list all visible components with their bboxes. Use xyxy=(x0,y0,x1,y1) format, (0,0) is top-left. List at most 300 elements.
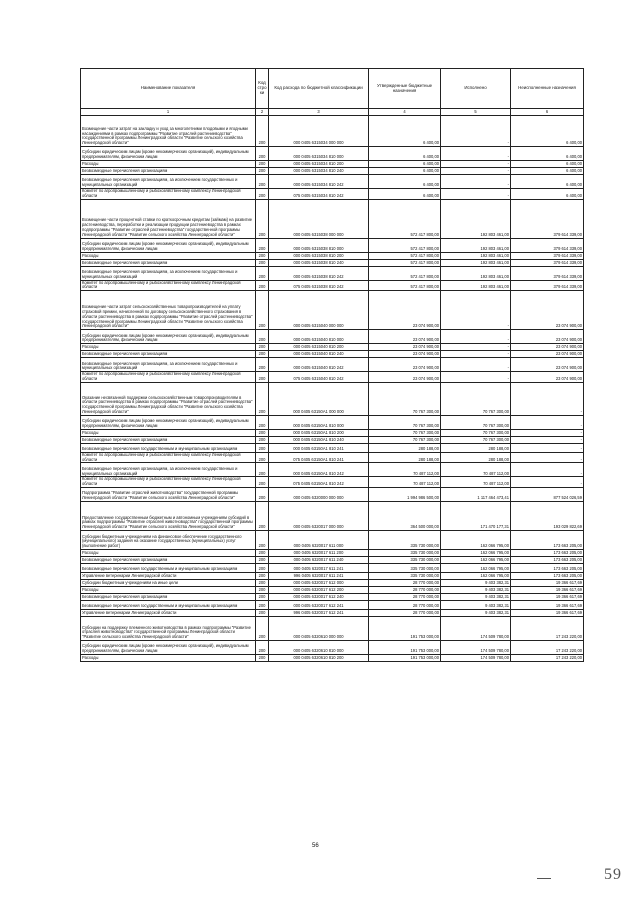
row-approved: 23 074 900,00 xyxy=(369,358,441,372)
table-row xyxy=(81,600,584,609)
row-unexecuted: - xyxy=(511,452,584,463)
row-code: 200 xyxy=(256,280,269,291)
table-row xyxy=(81,436,584,443)
row-approved: 23 074 900,00 xyxy=(369,291,441,330)
row-code: 200 xyxy=(256,487,269,501)
row-approved: 6 400,00 xyxy=(369,168,441,175)
row-approved: 70 767 300,00 xyxy=(369,429,441,436)
row-kbk: 000 0405 6320017 612 240 xyxy=(269,593,369,600)
row-code: 200 xyxy=(256,372,269,383)
row-kbk: 000 0405 63150А1 810 241 xyxy=(269,443,369,452)
row-unexecuted: 23 074 900,00 xyxy=(511,330,584,344)
table-row xyxy=(81,530,584,549)
row-code: 200 xyxy=(256,443,269,452)
row-approved: 70 487 112,00 xyxy=(369,463,441,477)
row-approved: 23 074 900,00 xyxy=(369,372,441,383)
row-approved: 6 400,00 xyxy=(369,161,441,168)
row-approved: 28 770 000,00 xyxy=(369,600,441,609)
row-executed: - xyxy=(441,330,511,344)
row-approved: 6 400,00 xyxy=(369,189,441,200)
table-row xyxy=(81,351,584,358)
row-unexecuted: 19 366 617,69 xyxy=(511,579,584,586)
table-row xyxy=(81,452,584,463)
row-executed: 280 188,00 xyxy=(441,452,511,463)
row-kbk: 000 0405 6320610 810 000 xyxy=(269,640,369,654)
table-row xyxy=(81,640,584,654)
table-row xyxy=(81,175,584,189)
row-name: Субсидии юридическим лицам (кроме некоммерческих организаций), индивидуальным предпринимателям, физическим лицам xyxy=(81,330,256,344)
row-name: Предоставление государственным бюджетным и автономным учреждениям субсидий в рамках подпрограммы "Развитие отраслей животноводства" государственной программы Ленинградской области "Развитие сельского хозяйства Ленинградской области" xyxy=(81,501,256,530)
row-approved: 335 730 000,00 xyxy=(369,530,441,549)
table-row xyxy=(81,168,584,175)
row-name: Оказание несвязанной поддержки сельскохозяйственным товаропроизводителям в области растениеводства в рамках подпрограммы "Развитие отраслей растениеводства" государственной программы Ленинградской области "Развитие сельского хозяйства Ленинградской области" xyxy=(81,382,256,415)
table-row xyxy=(81,556,584,563)
budget-execution-table xyxy=(80,68,584,662)
row-approved: 70 767 300,00 xyxy=(369,436,441,443)
table-row xyxy=(81,382,584,415)
row-name: Субсидии юридическим лицам (кроме некоммерческих организаций), индивидуальным предпринимателям, физическим лицам xyxy=(81,238,256,252)
table-row xyxy=(81,501,584,530)
row-executed: 174 509 780,00 xyxy=(441,616,511,640)
row-executed: - xyxy=(441,175,511,189)
row-unexecuted: 173 663 205,00 xyxy=(511,572,584,579)
row-unexecuted: 173 663 205,00 xyxy=(511,563,584,572)
row-executed: 192 803 461,00 xyxy=(441,280,511,291)
row-code: 200 xyxy=(256,530,269,549)
row-kbk: 000 0405 6315040 810 242 xyxy=(269,358,369,372)
row-approved: 23 074 900,00 xyxy=(369,344,441,351)
row-name: Субсидии бюджетным учреждениям на иные цели xyxy=(81,579,256,586)
row-code: 200 xyxy=(256,291,269,330)
row-executed: - xyxy=(441,351,511,358)
row-executed: 9 403 382,31 xyxy=(441,593,511,600)
row-kbk: 075 0405 6315038 810 242 xyxy=(269,280,369,291)
row-approved: 335 730 000,00 xyxy=(369,563,441,572)
row-kbk: 000 0405 6315038 810 000 xyxy=(269,238,369,252)
row-name: Расходы xyxy=(81,586,256,593)
row-name: Комитет по агропромышленному и рыбохозяйственному комплексу Ленинградской области xyxy=(81,477,256,488)
row-name: Управление ветеринарии Ленинградской области xyxy=(81,572,256,579)
row-kbk: 000 0405 6315038 000 000 xyxy=(269,199,369,238)
row-name: Безвозмездные перечисления государственным и муниципальным организациям xyxy=(81,600,256,609)
row-unexecuted: 6 400,00 xyxy=(511,189,584,200)
col-number: 1 xyxy=(81,109,256,116)
col-number: 6 xyxy=(511,109,584,116)
row-code: 200 xyxy=(256,415,269,429)
table-row xyxy=(81,443,584,452)
row-unexecuted: 23 074 900,00 xyxy=(511,372,584,383)
row-name: Безвозмездные перечисления организациям xyxy=(81,351,256,358)
row-code: 200 xyxy=(256,199,269,238)
table-row xyxy=(81,372,584,383)
row-name: Расходы xyxy=(81,161,256,168)
row-kbk: 000 0405 6320017 612 000 xyxy=(269,579,369,586)
row-executed: 162 066 795,00 xyxy=(441,556,511,563)
row-approved: 28 770 000,00 xyxy=(369,609,441,616)
row-code: 200 xyxy=(256,116,269,147)
row-code: 200 xyxy=(256,358,269,372)
table-row xyxy=(81,161,584,168)
row-approved: 6 400,00 xyxy=(369,116,441,147)
row-code: 200 xyxy=(256,609,269,616)
header-approved: Утвержденные бюджетные назначения xyxy=(369,69,441,109)
row-unexecuted: 19 366 617,69 xyxy=(511,586,584,593)
table-row xyxy=(81,463,584,477)
row-unexecuted: 379 614 339,00 xyxy=(511,238,584,252)
column-number-row xyxy=(81,109,584,116)
col-number: 4 xyxy=(369,109,441,116)
row-unexecuted: 23 074 900,00 xyxy=(511,358,584,372)
row-approved: 335 730 000,00 xyxy=(369,549,441,556)
table-row xyxy=(81,147,584,161)
row-executed: 192 803 461,00 xyxy=(441,259,511,266)
row-name: Комитет по агропромышленному и рыбохозяйственному комплексу Ленинградской области xyxy=(81,189,256,200)
table-row xyxy=(81,280,584,291)
row-name: Комитет по агропромышленному и рыбохозяйственному комплексу Ленинградской области xyxy=(81,372,256,383)
row-executed: - xyxy=(441,189,511,200)
row-unexecuted: 379 614 339,00 xyxy=(511,252,584,259)
row-executed: 162 066 795,00 xyxy=(441,549,511,556)
row-name: Безвозмездные перечисления организациям xyxy=(81,259,256,266)
row-unexecuted: - xyxy=(511,463,584,477)
row-unexecuted: - xyxy=(511,436,584,443)
row-executed: 9 403 382,31 xyxy=(441,579,511,586)
table-row xyxy=(81,330,584,344)
row-code: 200 xyxy=(256,563,269,572)
table-row xyxy=(81,609,584,616)
row-kbk: 000 0405 6320610 000 000 xyxy=(269,616,369,640)
row-executed: 192 803 461,00 xyxy=(441,238,511,252)
table-row xyxy=(81,593,584,600)
row-executed: 171 470 177,31 xyxy=(441,501,511,530)
row-code: 200 xyxy=(256,161,269,168)
row-executed: 70 487 112,00 xyxy=(441,463,511,477)
row-unexecuted: 23 074 900,00 xyxy=(511,351,584,358)
row-name: Расходы xyxy=(81,252,256,259)
row-code: 200 xyxy=(256,452,269,463)
row-kbk: 000 0405 6315040 810 000 xyxy=(269,330,369,344)
table-row xyxy=(81,579,584,586)
row-executed: 70 767 300,00 xyxy=(441,429,511,436)
row-code: 200 xyxy=(256,351,269,358)
row-code: 200 xyxy=(256,436,269,443)
row-executed: 70 487 112,00 xyxy=(441,477,511,488)
row-code: 200 xyxy=(256,616,269,640)
row-unexecuted: 19 366 617,69 xyxy=(511,593,584,600)
handwritten-page-stamp: 59 xyxy=(604,866,622,883)
row-executed: - xyxy=(441,344,511,351)
row-kbk: 000 0405 6320017 611 240 xyxy=(269,556,369,563)
row-unexecuted: 379 614 339,00 xyxy=(511,266,584,280)
row-kbk: 000 0405 6320017 611 000 xyxy=(269,530,369,549)
row-kbk: 000 0405 6315034 810 000 xyxy=(269,147,369,161)
row-name: Расходы xyxy=(81,429,256,436)
row-kbk: 000 0405 6315034 000 000 xyxy=(269,116,369,147)
row-approved: 280 188,00 xyxy=(369,443,441,452)
row-name: Безвозмездные перечисления организациям, за исключением государственных и муниципальных организаций xyxy=(81,266,256,280)
row-code: 200 xyxy=(256,259,269,266)
row-unexecuted: - xyxy=(511,477,584,488)
row-executed: 70 767 300,00 xyxy=(441,415,511,429)
header-unexecuted: Неисполненные назначения xyxy=(511,69,584,109)
row-code: 200 xyxy=(256,600,269,609)
row-unexecuted: 6 400,00 xyxy=(511,168,584,175)
row-approved: 23 074 900,00 xyxy=(369,351,441,358)
row-code: 200 xyxy=(256,344,269,351)
row-code: 200 xyxy=(256,556,269,563)
row-code: 200 xyxy=(256,330,269,344)
row-kbk: 996 0405 6320017 612 241 xyxy=(269,609,369,616)
row-unexecuted: - xyxy=(511,429,584,436)
row-approved: 191 753 000,00 xyxy=(369,654,441,661)
row-code: 200 xyxy=(256,252,269,259)
table-row xyxy=(81,259,584,266)
row-code: 200 xyxy=(256,147,269,161)
row-executed: 9 403 382,31 xyxy=(441,609,511,616)
row-unexecuted: 17 243 220,00 xyxy=(511,654,584,661)
row-approved: 70 487 112,00 xyxy=(369,477,441,488)
row-unexecuted: 23 074 900,00 xyxy=(511,344,584,351)
table-row xyxy=(81,415,584,429)
row-name: Безвозмездные перечисления организациям xyxy=(81,436,256,443)
row-executed: - xyxy=(441,291,511,330)
row-kbk: 000 0405 63150А1 000 000 xyxy=(269,382,369,415)
row-approved: 572 417 800,00 xyxy=(369,266,441,280)
row-executed: 9 403 382,31 xyxy=(441,586,511,593)
row-kbk: 000 0405 6315034 810 242 xyxy=(269,175,369,189)
table-row xyxy=(81,616,584,640)
row-approved: 28 770 000,00 xyxy=(369,579,441,586)
row-unexecuted: - xyxy=(511,415,584,429)
table-row xyxy=(81,477,584,488)
row-name: Расходы xyxy=(81,654,256,661)
row-executed: - xyxy=(441,358,511,372)
table-row xyxy=(81,199,584,238)
page-number: 56 xyxy=(312,843,319,849)
table-row xyxy=(81,252,584,259)
row-executed: - xyxy=(441,161,511,168)
table-header-row xyxy=(81,69,584,109)
row-code: 200 xyxy=(256,463,269,477)
row-name: Расходы xyxy=(81,344,256,351)
row-kbk: 000 0405 6315040 000 000 xyxy=(269,291,369,330)
row-approved: 572 417 800,00 xyxy=(369,252,441,259)
row-approved: 28 770 000,00 xyxy=(369,586,441,593)
row-executed: - xyxy=(441,372,511,383)
row-approved: 364 500 000,00 xyxy=(369,501,441,530)
row-unexecuted: 23 074 900,00 xyxy=(511,291,584,330)
row-kbk: 000 0405 63150А1 810 000 xyxy=(269,415,369,429)
row-executed: 162 066 795,00 xyxy=(441,530,511,549)
row-kbk: 000 0405 6320017 611 200 xyxy=(269,549,369,556)
row-executed: - xyxy=(441,116,511,147)
row-executed: 174 509 780,00 xyxy=(441,640,511,654)
row-executed: 280 188,00 xyxy=(441,443,511,452)
row-code: 200 xyxy=(256,593,269,600)
row-executed: - xyxy=(441,147,511,161)
row-name: Безвозмездные перечисления организациям, за исключением государственных и муниципальных организаций xyxy=(81,175,256,189)
row-name: Возмещение части затрат на закладку и уход за многолетними плодовыми и ягодными насаждениями в рамках подпрограммы "Развитие отраслей растениеводства" государственной программы Ленинградской области "Развитие сельского хозяйства Ленинградской области" xyxy=(81,116,256,147)
row-unexecuted: 6 400,00 xyxy=(511,147,584,161)
row-code: 200 xyxy=(256,477,269,488)
row-kbk: 000 0405 6315038 810 200 xyxy=(269,252,369,259)
row-name: Возмещение части затрат сельскохозяйственных товаропроизводителей на уплату страховой премии, начисленной по договору сельскохозяйственного страхования в области растениеводства в рамках подпрограммы "Развитие отраслей растениеводства" государственной программы Ленинградской области "Развитие сельского хозяйства Ленинградской области" xyxy=(81,291,256,330)
row-code: 200 xyxy=(256,586,269,593)
row-code: 200 xyxy=(256,266,269,280)
row-code: 200 xyxy=(256,238,269,252)
row-unexecuted: 6 400,00 xyxy=(511,175,584,189)
row-name: Безвозмездные перечисления организациям xyxy=(81,593,256,600)
table-row xyxy=(81,487,584,501)
header-code: Код строки xyxy=(256,69,269,109)
row-code: 200 xyxy=(256,640,269,654)
header-executed: Исполнено xyxy=(441,69,511,109)
table-row xyxy=(81,429,584,436)
table-row xyxy=(81,549,584,556)
row-unexecuted: 877 524 026,59 xyxy=(511,487,584,501)
row-approved: 6 400,00 xyxy=(369,175,441,189)
row-name: Управление ветеринарии Ленинградской области xyxy=(81,609,256,616)
row-unexecuted: 173 663 205,00 xyxy=(511,549,584,556)
row-name: Субсидии бюджетным учреждениям на финансовое обеспечение государственного (муниципального) задания на оказание государственных (муниципальных) услуг (выполнение работ) xyxy=(81,530,256,549)
table-body xyxy=(81,116,584,662)
stamp-dash xyxy=(537,878,551,879)
row-code: 200 xyxy=(256,579,269,586)
row-kbk: 996 0405 6320017 611 241 xyxy=(269,572,369,579)
row-executed: 9 403 382,31 xyxy=(441,600,511,609)
row-code: 200 xyxy=(256,382,269,415)
table-row xyxy=(81,189,584,200)
row-unexecuted: 379 614 339,00 xyxy=(511,199,584,238)
row-name: Безвозмездные перечисления государственным и муниципальным организациям xyxy=(81,563,256,572)
row-executed: 192 803 461,00 xyxy=(441,266,511,280)
table-row xyxy=(81,586,584,593)
row-approved: 572 417 800,00 xyxy=(369,238,441,252)
row-unexecuted: - xyxy=(511,443,584,452)
row-approved: 572 417 800,00 xyxy=(369,280,441,291)
header-name: Наименование показателя xyxy=(81,69,256,109)
row-unexecuted: 379 614 339,00 xyxy=(511,280,584,291)
row-approved: 191 753 000,00 xyxy=(369,616,441,640)
row-approved: 70 767 300,00 xyxy=(369,382,441,415)
row-unexecuted: 19 366 617,69 xyxy=(511,600,584,609)
row-name: Комитет по агропромышленному и рыбохозяйственному комплексу Ленинградской области xyxy=(81,280,256,291)
row-unexecuted: 17 243 220,00 xyxy=(511,616,584,640)
row-name: Расходы xyxy=(81,549,256,556)
table-row xyxy=(81,344,584,351)
row-approved: 28 770 000,00 xyxy=(369,593,441,600)
row-kbk: 000 0405 6320017 612 241 xyxy=(269,600,369,609)
row-approved: 335 730 000,00 xyxy=(369,556,441,563)
row-name: Подпрограмма "Развитие отраслей животноводства" государственной программы Ленинградской области "Развитие сельского хозяйства Ленинградской области" xyxy=(81,487,256,501)
row-unexecuted: 173 663 205,00 xyxy=(511,556,584,563)
row-kbk: 075 0405 63150А1 810 241 xyxy=(269,452,369,463)
row-executed: 70 767 300,00 xyxy=(441,436,511,443)
row-name: Безвозмездные перечисления организациям, за исключением государственных и муниципальных организаций xyxy=(81,463,256,477)
table-row xyxy=(81,116,584,147)
header-kbk: Код расхода по бюджетной классификации xyxy=(269,69,369,109)
row-approved: 572 417 800,00 xyxy=(369,199,441,238)
row-unexecuted: 379 614 339,00 xyxy=(511,259,584,266)
row-unexecuted: 173 663 205,00 xyxy=(511,530,584,549)
table-row xyxy=(81,572,584,579)
row-approved: 1 994 986 500,00 xyxy=(369,487,441,501)
row-approved: 6 400,00 xyxy=(369,147,441,161)
table-row xyxy=(81,358,584,372)
row-name: Возмещение части процентной ставки по краткосрочным кредитам (займам) на развитие растениеводства, переработки и реализации продукции растениеводства в рамках подпрограммы "Развитие отраслей растениеводства" государственной программы Ленинградской области "Развитие сельского хозяйства Ленинградской области" xyxy=(81,199,256,238)
row-code: 200 xyxy=(256,549,269,556)
row-executed: 162 066 795,00 xyxy=(441,572,511,579)
row-approved: 191 753 000,00 xyxy=(369,640,441,654)
table-row xyxy=(81,654,584,661)
table-row xyxy=(81,291,584,330)
row-executed: 192 803 461,00 xyxy=(441,199,511,238)
row-executed: 162 066 795,00 xyxy=(441,563,511,572)
row-name: Безвозмездные перечисления организациям, за исключением государственных и муниципальных организаций xyxy=(81,358,256,372)
row-code: 200 xyxy=(256,501,269,530)
row-executed: 1 117 464 473,41 xyxy=(441,487,511,501)
row-name: Субсидии на поддержку племенного животноводства в рамках подпрограммы "Развитие отраслей животноводства" государственной программы Ленинградской области "Развитие сельского хозяйства Ленинградской области" xyxy=(81,616,256,640)
col-number: 5 xyxy=(441,109,511,116)
row-code: 200 xyxy=(256,168,269,175)
row-kbk: 000 0405 6320000 000 000 xyxy=(269,487,369,501)
row-code: 200 xyxy=(256,189,269,200)
row-executed: - xyxy=(441,168,511,175)
row-name: Безвозмездные перечисления государственным и муниципальным организациям xyxy=(81,443,256,452)
row-kbk: 000 0405 6315034 810 240 xyxy=(269,168,369,175)
row-kbk: 075 0405 6315034 810 242 xyxy=(269,189,369,200)
col-number: 2 xyxy=(256,109,269,116)
table-row xyxy=(81,238,584,252)
row-name: Безвозмездные перечисления организациям xyxy=(81,556,256,563)
row-kbk: 000 0405 6315038 810 240 xyxy=(269,259,369,266)
row-approved: 23 074 900,00 xyxy=(369,330,441,344)
row-code: 200 xyxy=(256,654,269,661)
row-name: Субсидии юридическим лицам (кроме некоммерческих организаций), индивидуальным предпринимателям, физическим лицам xyxy=(81,147,256,161)
row-kbk: 000 0405 6320017 611 241 xyxy=(269,563,369,572)
table-row xyxy=(81,266,584,280)
row-name: Субсидии юридическим лицам (кроме некоммерческих организаций), индивидуальным предпринимателям, физическим лицам xyxy=(81,640,256,654)
row-kbk: 000 0405 6320017 000 000 xyxy=(269,501,369,530)
row-kbk: 000 0405 6320017 612 200 xyxy=(269,586,369,593)
row-unexecuted: 19 366 617,69 xyxy=(511,609,584,616)
row-code: 200 xyxy=(256,429,269,436)
row-executed: 70 767 300,00 xyxy=(441,382,511,415)
row-name: Субсидии юридическим лицам (кроме некоммерческих организаций), индивидуальным предпринимателям, физическим лицам xyxy=(81,415,256,429)
row-kbk: 000 0405 6315040 810 200 xyxy=(269,344,369,351)
row-name: Комитет по агропромышленному и рыбохозяйственному комплексу Ленинградской области xyxy=(81,452,256,463)
row-kbk: 000 0405 6315038 810 242 xyxy=(269,266,369,280)
row-executed: 174 509 780,00 xyxy=(441,654,511,661)
row-approved: 280 188,00 xyxy=(369,452,441,463)
row-kbk: 000 0405 63150А1 810 240 xyxy=(269,436,369,443)
row-unexecuted: - xyxy=(511,382,584,415)
row-kbk: 000 0405 6315034 810 200 xyxy=(269,161,369,168)
table-row xyxy=(81,563,584,572)
row-name: Безвозмездные перечисления организациям xyxy=(81,168,256,175)
row-kbk: 000 0405 6315040 810 240 xyxy=(269,351,369,358)
row-unexecuted: 17 243 220,00 xyxy=(511,640,584,654)
row-approved: 572 417 800,00 xyxy=(369,259,441,266)
row-kbk: 000 0405 63150А1 810 242 xyxy=(269,463,369,477)
row-approved: 70 767 300,00 xyxy=(369,415,441,429)
row-kbk: 000 0405 6320610 810 200 xyxy=(269,654,369,661)
row-executed: 192 803 461,00 xyxy=(441,252,511,259)
row-kbk: 000 0405 63150А1 810 200 xyxy=(269,429,369,436)
row-code: 200 xyxy=(256,572,269,579)
row-code: 200 xyxy=(256,175,269,189)
col-number: 3 xyxy=(269,109,369,116)
